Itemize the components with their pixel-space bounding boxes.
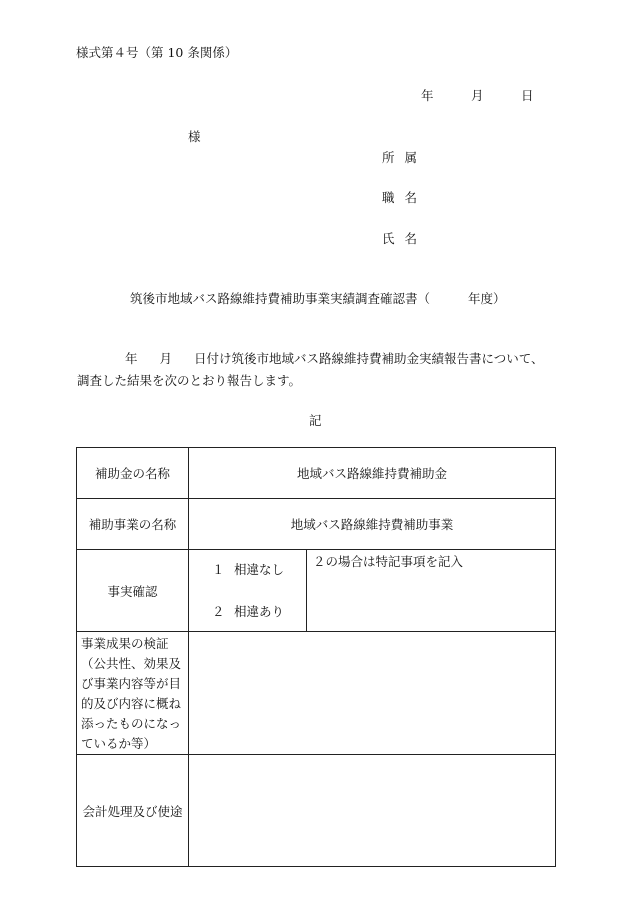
form-number-label: 様式第４号（第 10 条関係） — [76, 45, 238, 60]
fact-option-no-difference[interactable] — [189, 560, 306, 580]
body-text: 日付け筑後市地域バス路線維持費補助金実績報告書について、調査した結果を次のとおり報告します。 — [77, 351, 544, 388]
fact-option-number: ２ — [212, 603, 225, 619]
fact-options-cell — [189, 550, 307, 632]
verification-label-line: 添ったものになっ — [81, 716, 182, 731]
addressee-honorific: 様 — [188, 129, 201, 144]
project-name-value: 地域バス路線維持費補助事業 — [189, 499, 556, 550]
fact-option-difference[interactable] — [189, 602, 306, 622]
document-title-year-suffix: 年度） — [468, 291, 506, 306]
affiliation-label: 所属 — [382, 150, 428, 165]
accounting-value-cell[interactable] — [189, 755, 556, 867]
document-title — [130, 289, 506, 307]
project-name-label: 補助事業の名称 — [77, 499, 189, 550]
table-row-subsidy-name — [77, 448, 556, 499]
body-month-label: 月 — [159, 351, 173, 366]
table-row-fact-check — [77, 550, 556, 632]
date-month-label: 月 — [471, 88, 484, 103]
fact-note-cell[interactable] — [307, 550, 556, 632]
fact-check-label: 事実確認 — [77, 550, 189, 632]
table-row-accounting — [77, 755, 556, 867]
job-title-label: 職名 — [382, 190, 428, 205]
verification-label — [77, 632, 189, 755]
fact-option-number: １ — [212, 561, 225, 577]
accounting-label: 会計処理及び使途 — [77, 755, 189, 867]
record-mark: 記 — [309, 413, 322, 428]
body-year-label: 年 — [125, 351, 138, 366]
table-row-project-name — [77, 499, 556, 550]
verification-label-line: 的及び内容に概ね — [81, 696, 182, 711]
verification-label-line: び事業内容等が目 — [81, 676, 182, 691]
verification-label-line: 事業成果の検証 — [81, 636, 169, 651]
report-body-paragraph — [77, 348, 554, 392]
subsidy-name-label: 補助金の名称 — [77, 448, 189, 499]
verification-value-cell[interactable] — [189, 632, 556, 755]
verification-label-line: ているか等） — [81, 736, 157, 751]
fact-option-label: 相違あり — [234, 603, 285, 619]
date-year-label: 年 — [421, 88, 434, 103]
fact-option-label: 相違なし — [234, 561, 285, 577]
fact-note-text: ２の場合は特記事項を記入 — [313, 554, 464, 569]
verification-label-line: （公共性、効果及 — [81, 656, 182, 671]
date-day-label: 日 — [521, 88, 534, 103]
table-row-verification — [77, 632, 556, 755]
report-table — [76, 447, 556, 867]
subsidy-name-value: 地域バス路線維持費補助金 — [189, 448, 556, 499]
document-title-main: 筑後市地域バス路線維持費補助事業実績調査確認書（ — [130, 291, 431, 306]
applicant-name-label: 氏名 — [382, 231, 428, 246]
